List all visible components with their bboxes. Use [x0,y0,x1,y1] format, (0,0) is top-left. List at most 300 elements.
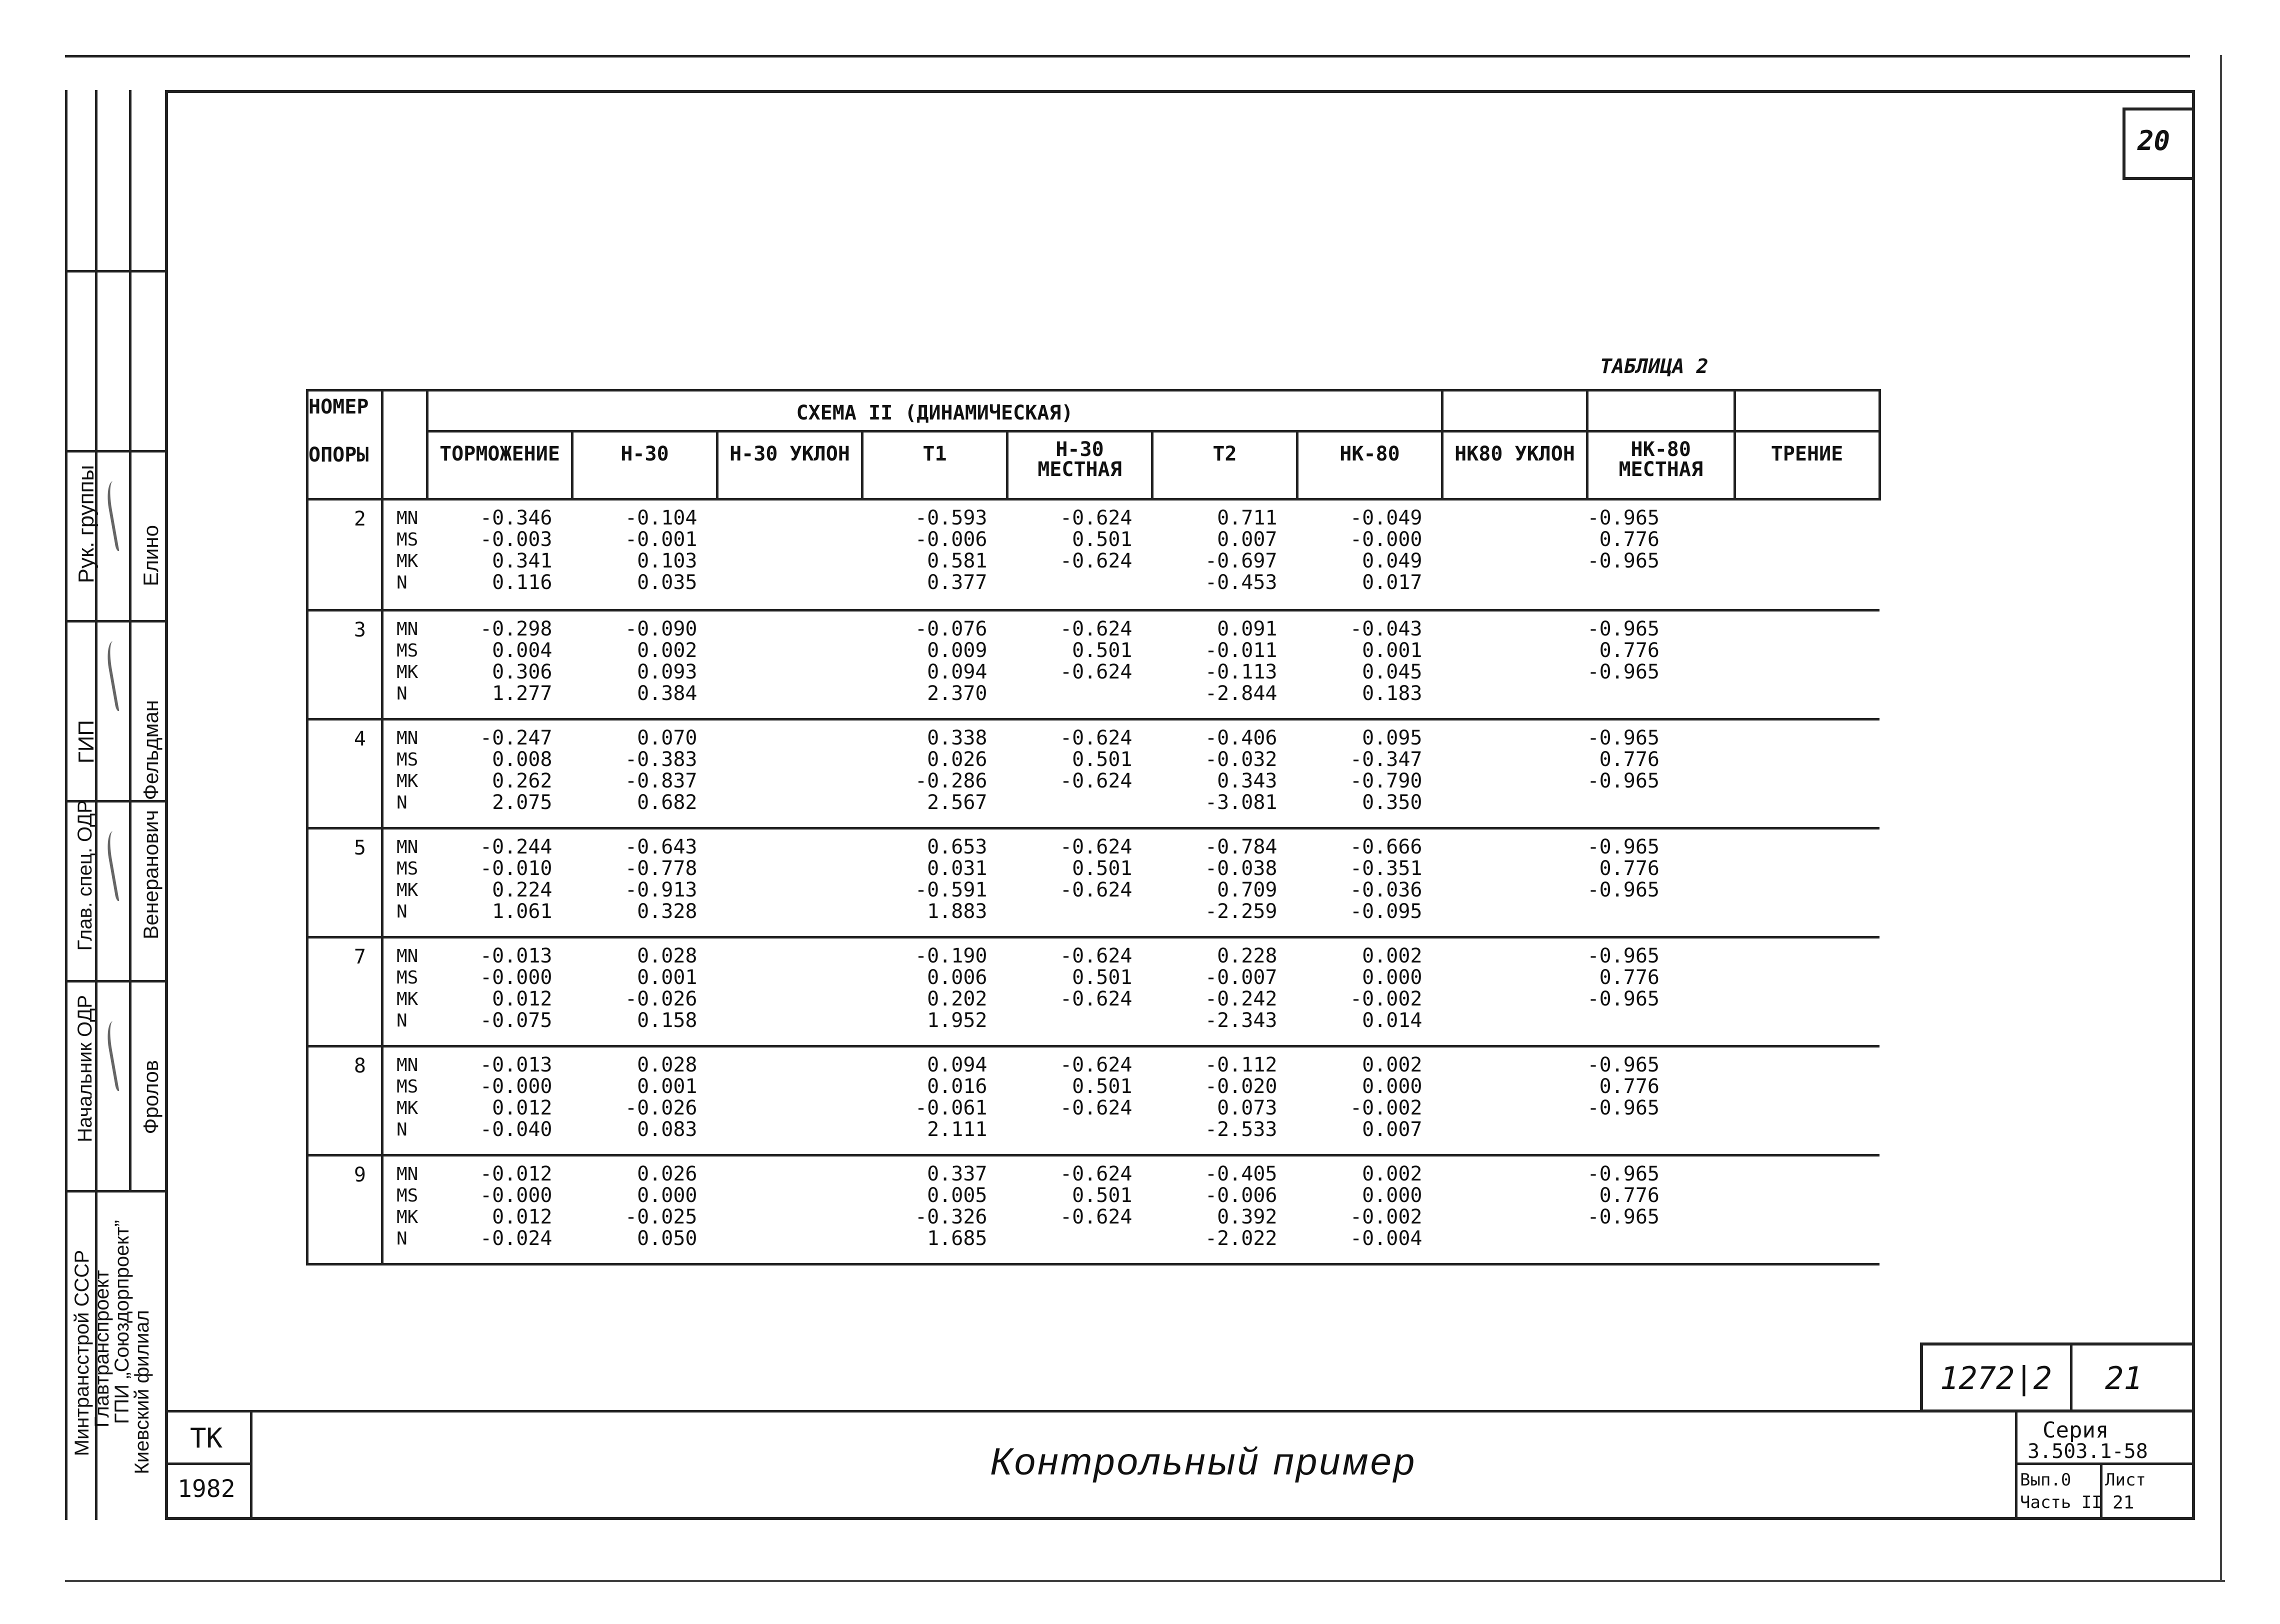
cell-value [1734,1098,1860,1119]
cell-value: 0.776 [1599,748,1660,771]
cell-value: -0.095 [1350,900,1422,923]
cell-value: -0.049 [1350,506,1422,530]
cell-value [718,1228,842,1250]
cell-value: 0.007 [1217,528,1278,551]
table-row [308,610,1880,720]
footer-title: Контрольный пример [990,1440,1417,1483]
moment-label: MS [396,750,418,770]
moment-label: MK [396,1207,418,1228]
cell-value [1734,858,1860,880]
moment-label: N [396,684,408,704]
cell-nk80-mestnaya [1588,720,1735,828]
cell-value: 0.262 [492,770,552,792]
outer-border-right [2220,55,2222,1580]
cell-value [1008,901,1132,922]
cell-h30-uklon [718,500,862,610]
cell-value: -0.010 [480,857,552,880]
cell-value: 0.392 [1217,1206,1278,1228]
cell-value: -0.624 [1060,1096,1132,1120]
cell-value: -2.533 [1205,1118,1278,1141]
cell-value: 0.000 [1362,1075,1422,1098]
cell-value [718,749,842,770]
header-nk80-uklon: НК80 УКЛОН [1442,432,1588,500]
table-row [308,828,1880,938]
cell-value: 0.224 [492,878,552,902]
cell-value: -0.624 [1060,618,1132,640]
cell-trenie [1734,720,1880,828]
cell-value [1734,1119,1860,1140]
cell-value: -0.004 [1350,1227,1422,1250]
cell-value: 0.049 [1362,550,1422,572]
cell-value [1442,1076,1568,1098]
cell-value [1588,1119,1660,1140]
cell-value [1008,1119,1132,1140]
cell-value: 0.045 [1362,660,1422,684]
table-row [308,1046,1880,1156]
cell-value [1734,550,1860,572]
cell-value: 0.008 [492,748,552,771]
cell-h30-uklon [718,1046,862,1156]
year-label: 1982 [178,1475,236,1503]
cell-tormozhenie [428,938,572,1046]
data-table [306,389,1881,1266]
cell-value [718,640,842,662]
cell-value [1442,529,1568,550]
moment-labels [382,500,428,610]
cell-value: 0.000 [1362,966,1422,989]
cell-value [1588,1228,1660,1250]
cell-value: -0.326 [915,1206,988,1228]
cell-value: -0.000 [1350,528,1422,551]
cell-value: -0.965 [1587,550,1660,572]
cell-h30 [572,1156,718,1264]
cell-value: -0.242 [1205,988,1278,1010]
cell-value: -0.000 [480,1184,552,1207]
cell-value [718,1164,842,1185]
cell-value [718,1206,842,1228]
cell-value: 0.776 [1599,1075,1660,1098]
cell-value: 0.501 [1072,857,1132,880]
page-number: 20 [2138,125,2170,156]
cell-value [718,618,842,640]
header-opora [308,390,382,500]
header-nk80-mestnaya-line2: МЕСТНАЯ [1618,458,1704,481]
cell-value: -0.006 [1205,1184,1278,1207]
cell-value: 0.007 [1362,1118,1422,1141]
cell-value: 0.002 [1362,1162,1422,1186]
side-stamp-sep-3 [65,620,165,622]
cell-value: 0.001 [1362,639,1422,662]
cell-value [718,683,842,704]
cell-value: -0.076 [915,618,988,640]
cell-h30-uklon [718,720,862,828]
cell-value [1442,1098,1568,1119]
header-trenie: ТРЕНИЕ [1734,432,1880,500]
cell-value: 0.006 [927,966,988,989]
cell-value: -0.624 [1060,988,1132,1010]
cell-tormozhenie [428,610,572,720]
cell-value: 0.228 [1217,944,1278,968]
cell-value: -2.844 [1205,682,1278,705]
cell-value: 0.501 [1072,528,1132,551]
cell-value: -0.624 [1060,836,1132,858]
cell-value: 1.883 [927,900,988,923]
cell-value: 0.004 [492,639,552,662]
cell-value: 0.384 [637,682,698,705]
cell-value [1734,1054,1860,1076]
table-bottom-line [308,1264,1880,1266]
cell-value: -0.405 [1205,1162,1278,1186]
cell-value: -0.025 [625,1206,698,1228]
code-sheet: 21 [2105,1360,2142,1396]
cell-value: 2.111 [927,1118,988,1141]
tk-label: ТК [190,1422,223,1454]
list-label: Лист [2105,1470,2146,1490]
cell-value [1008,572,1132,594]
code-box-sep [2070,1342,2072,1412]
cell-t2 [1152,720,1298,828]
cell-value: 0.776 [1599,639,1660,662]
moment-label: N [396,792,408,813]
cell-value: -0.965 [1587,726,1660,750]
cell-nk80 [1298,500,1442,610]
cell-h30-mestnaya [1008,828,1152,938]
cell-value: 0.028 [637,944,698,968]
cell-value [1734,946,1860,967]
cell-h30-uklon [718,938,862,1046]
cell-value [718,1119,842,1140]
moment-label: MK [396,551,418,572]
cell-value: -0.965 [1587,660,1660,684]
cell-value: 0.337 [927,1162,988,1186]
cell-value [1442,770,1568,792]
cell-value: 0.377 [927,571,988,594]
cell-nk80 [1298,828,1442,938]
cell-value: 0.103 [637,550,698,572]
cell-value [1442,1185,1568,1206]
cell-value [1734,683,1860,704]
cell-value [1008,1228,1132,1250]
cell-value [1442,508,1568,529]
cell-value: 0.501 [1072,639,1132,662]
cell-value [1734,967,1860,988]
header-h30-uklon: Н-30 УКЛОН [718,432,862,500]
name-elino: Елино [139,525,162,586]
header-nk80-mestnaya [1588,432,1735,500]
cell-value [1442,1228,1568,1250]
cell-nk80-uklon [1442,1046,1588,1156]
cell-value: -0.666 [1350,836,1422,858]
cell-value: 0.350 [1362,791,1422,814]
cell-value: -0.013 [480,1054,552,1076]
cell-value: 1.061 [492,900,552,923]
cell-h30-mestnaya [1008,1156,1152,1264]
cell-value: -0.965 [1587,770,1660,792]
cell-value [718,1010,842,1032]
cell-nk80-uklon [1442,1156,1588,1264]
name-frolov: Фролов [139,1060,162,1134]
cell-value: -0.001 [625,528,698,551]
cell-value: -0.007 [1205,966,1278,989]
moment-label: MS [396,1076,418,1097]
cell-value [718,529,842,550]
side-stamp-sep-5 [65,980,165,982]
cell-value: 0.000 [1362,1184,1422,1207]
cell-value [718,550,842,572]
cell-value [1442,1010,1568,1032]
cell-value [1442,572,1568,594]
cell-value: 0.202 [927,988,988,1010]
header-empty-2 [1588,390,1735,432]
cell-value: 0.341 [492,550,552,572]
cell-nk80-uklon [1442,500,1588,610]
cell-value: -0.591 [915,878,988,902]
cell-value [1734,728,1860,749]
cell-value: 2.075 [492,791,552,814]
cell-nk80 [1298,1156,1442,1264]
cell-h30-mestnaya [1008,610,1152,720]
cell-t2 [1152,1046,1298,1156]
cell-h30 [572,610,718,720]
cell-h30 [572,500,718,610]
title-block-tk-sep [250,1410,252,1520]
cell-value: -0.624 [1060,506,1132,530]
cell-t1 [862,500,1008,610]
cell-value: -0.593 [915,506,988,530]
side-stamp-sep-6 [65,1190,165,1192]
cell-value: 0.093 [637,660,698,684]
moment-label: N [396,1228,408,1249]
cell-value: -0.351 [1350,857,1422,880]
cell-value: -0.624 [1060,944,1132,968]
role-glav-spec: Глав. спец. ОДР [74,800,96,951]
side-stamp-line-3 [129,90,132,1190]
moment-label: N [396,1010,408,1031]
moment-label: MS [396,968,418,988]
cell-value: 0.776 [1599,857,1660,880]
cell-nk80-uklon [1442,938,1588,1046]
moment-label: MN [396,508,418,528]
cell-value: 0.017 [1362,571,1422,594]
table-row [308,938,1880,1046]
role-nachalnik: Начальник ОДР [74,995,96,1142]
cell-value [1442,901,1568,922]
cell-value: -2.343 [1205,1009,1278,1032]
cell-t1 [862,610,1008,720]
cell-value [1734,1206,1860,1228]
cell-h30-uklon [718,610,862,720]
cell-tormozhenie [428,828,572,938]
cell-value: -0.624 [1060,1162,1132,1186]
cell-value: 0.158 [637,1009,698,1032]
cell-nk80-mestnaya [1588,1156,1735,1264]
cell-value: 1.685 [927,1227,988,1250]
header-nk80: НК-80 [1298,432,1442,500]
cell-value: 0.581 [927,550,988,572]
cell-value [718,1098,842,1119]
cell-value [1734,529,1860,550]
cell-nk80-mestnaya [1588,610,1735,720]
side-stamp-sep-2 [65,450,165,452]
table-row [308,500,1880,610]
header-group: СХЕМА II (ДИНАМИЧЕСКАЯ) [428,390,1442,432]
cell-value [718,1185,842,1206]
cell-value: -0.112 [1205,1054,1278,1076]
moment-labels [382,720,428,828]
moment-label: MK [396,771,418,792]
cell-t1 [862,1156,1008,1264]
cell-value: 2.567 [927,791,988,814]
cell-value: 0.682 [637,791,698,814]
part-label: Часть II [2020,1492,2102,1512]
cell-value: 0.012 [492,1096,552,1120]
cell-value [718,662,842,683]
cell-nk80 [1298,1046,1442,1156]
cell-value: -0.006 [915,528,988,551]
cell-value: -0.032 [1205,748,1278,771]
cell-value: -0.043 [1350,618,1422,640]
cell-value: 0.026 [637,1162,698,1186]
cell-value [1588,792,1660,814]
opora-number: 3 [308,610,382,720]
role-gip: ГИП [74,720,98,764]
cell-value: -0.002 [1350,1206,1422,1228]
cell-value: 0.183 [1362,682,1422,705]
cell-value: -0.024 [480,1227,552,1250]
moment-labels [382,1156,428,1264]
cell-value [718,792,842,814]
cell-value [718,880,842,901]
cell-value: -0.965 [1587,1054,1660,1076]
cell-value [718,836,842,858]
moment-label: MS [396,1186,418,1206]
moment-label: N [396,572,408,593]
moment-label: MS [396,858,418,879]
cell-value: 0.776 [1599,1184,1660,1207]
cell-value: 1.952 [927,1009,988,1032]
cell-tormozhenie [428,720,572,828]
cell-value: -0.965 [1587,988,1660,1010]
moment-label: MN [396,728,418,748]
name-veneranovich: Венеранович [139,810,162,940]
cell-h30 [572,720,718,828]
cell-value: 0.116 [492,571,552,594]
cell-value: 0.094 [927,1054,988,1076]
cell-t2 [1152,1156,1298,1264]
header-tormozhenie: ТОРМОЖЕНИЕ [428,432,572,500]
cell-value: -0.913 [625,878,698,902]
cell-value [1442,683,1568,704]
moment-label: MN [396,837,418,858]
table-caption: ТАБЛИЦА 2 [1600,355,1708,378]
cell-value [1734,1228,1860,1250]
cell-value [1734,1185,1860,1206]
cell-value: 0.005 [927,1184,988,1207]
cell-value: 0.009 [927,639,988,662]
header-empty-1 [1442,390,1588,432]
table-bottom-rule [308,1264,1880,1266]
cell-value: -0.011 [1205,639,1278,662]
cell-value: 0.343 [1217,770,1278,792]
cell-value [718,858,842,880]
cell-value: 0.012 [492,988,552,1010]
header-empty-3 [1734,390,1880,432]
header-nk80-mestnaya-line1: НК-80 [1630,438,1691,461]
cell-value: -0.624 [1060,1054,1132,1076]
org-line-2: Главтранспроект [91,1270,113,1428]
cell-value: 0.083 [637,1118,698,1141]
opora-number: 2 [308,500,382,610]
cell-value: 0.328 [637,900,698,923]
header-t2: Т2 [1152,432,1298,500]
cell-value [1442,550,1568,572]
cell-value [1734,572,1860,594]
cell-h30-uklon [718,1156,862,1264]
cell-value [1734,618,1860,640]
cell-value: 0.001 [637,966,698,989]
cell-value: -0.624 [1060,726,1132,750]
cell-trenie [1734,500,1880,610]
cell-trenie [1734,938,1880,1046]
cell-value: 0.095 [1362,726,1422,750]
cell-value: -0.247 [480,726,552,750]
opora-number: 5 [308,828,382,938]
cell-value: -0.697 [1205,550,1278,572]
cell-value [1588,1010,1660,1032]
cell-value [1734,770,1860,792]
cell-value: -0.190 [915,944,988,968]
opora-number: 4 [308,720,382,828]
cell-value: -0.075 [480,1009,552,1032]
moment-label: MS [396,640,418,661]
cell-value: -0.020 [1205,1075,1278,1098]
moment-label: MS [396,530,418,550]
org-line-4: Киевский филиал [131,1310,153,1474]
cell-value: -0.003 [480,528,552,551]
cell-trenie [1734,1046,1880,1156]
series-value: 3.503.1-58 [2028,1440,2148,1463]
moment-label: MN [396,1055,418,1076]
cell-value [718,901,842,922]
cell-h30 [572,828,718,938]
cell-h30-uklon [718,828,862,938]
cell-value: 0.002 [1362,1054,1422,1076]
cell-value: -0.002 [1350,988,1422,1010]
cell-value [1734,880,1860,901]
cell-value: -0.000 [480,1075,552,1098]
opora-number: 8 [308,1046,382,1156]
cell-value [1442,967,1568,988]
cell-h30 [572,1046,718,1156]
side-stamp-line-1 [65,90,68,1520]
cell-value: 0.709 [1217,878,1278,902]
cell-t2 [1152,500,1298,610]
cell-value: 1.277 [492,682,552,705]
cell-value: -0.965 [1587,944,1660,968]
cell-value: -0.624 [1060,878,1132,902]
cell-value [1442,640,1568,662]
outer-border [65,55,2190,58]
cell-value: 0.094 [927,660,988,684]
cell-value [1442,662,1568,683]
cell-value: -0.965 [1587,506,1660,530]
cell-tormozhenie [428,500,572,610]
title-block-series-sep [2015,1410,2018,1520]
cell-value [1734,508,1860,529]
moment-label: N [396,902,408,922]
cell-value: -0.406 [1205,726,1278,750]
moment-labels [382,1046,428,1156]
